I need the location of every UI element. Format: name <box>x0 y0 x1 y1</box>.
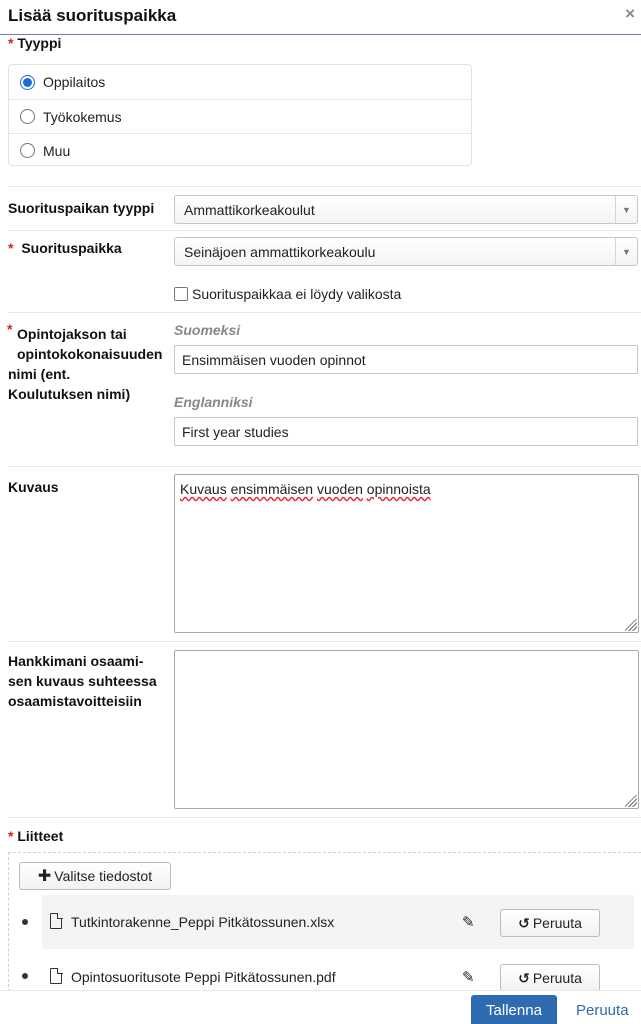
checkbox-label: Suorituspaikkaa ei löydy valikosta <box>192 286 402 302</box>
course-name-english-input[interactable]: First year studies <box>174 417 638 446</box>
required-mark: * <box>8 828 14 844</box>
divider <box>8 186 641 187</box>
place-type-select[interactable]: Ammattikorkeakoulut ▼ <box>174 195 638 224</box>
divider <box>8 230 641 231</box>
type-label: * Tyyppi <box>8 35 62 51</box>
attachments-label: * Liitteet <box>8 828 64 844</box>
course-name-label-cont: nimi (ent. Koulutuksen nimi) <box>8 366 131 402</box>
divider <box>8 817 641 818</box>
list-bullet <box>22 919 28 925</box>
file-name: Opintosuoritusote Peppi Pitkätossunen.pdf <box>71 969 336 985</box>
competence-textarea[interactable] <box>174 650 639 809</box>
description-textarea[interactable]: Kuvaus ensimmäisen vuoden opinnoista <box>174 474 639 633</box>
file-row <box>42 895 634 949</box>
divider <box>8 466 641 467</box>
checkbox[interactable] <box>174 287 188 301</box>
required-mark: * <box>8 35 14 51</box>
radio-label: Oppilaitos <box>43 74 106 90</box>
undo-icon: ↺ <box>518 969 530 986</box>
undo-icon: ↺ <box>518 914 530 931</box>
chevron-down-icon: ▼ <box>615 196 637 223</box>
list-bullet <box>22 973 28 979</box>
description-label: Kuvaus <box>8 479 59 495</box>
choose-files-button[interactable]: ✚ Valitse tiedostot <box>19 862 171 890</box>
file-icon <box>50 913 62 929</box>
file-name: Tutkintorakenne_Peppi Pitkätossunen.xlsx <box>71 914 335 930</box>
resize-grip-icon[interactable] <box>625 619 637 631</box>
undo-button[interactable]: ↺ Peruuta <box>500 964 600 992</box>
place-select[interactable]: Seinäjoen ammattikorkeakoulu ▼ <box>174 237 638 266</box>
place-type-label: Suorituspaikan tyyppi <box>8 200 155 216</box>
save-button[interactable]: Tallenna <box>471 995 557 1024</box>
place-not-found-checkbox[interactable] <box>174 286 401 302</box>
divider <box>8 641 641 642</box>
type-radio-group <box>8 64 472 166</box>
required-mark: * <box>7 321 13 337</box>
resize-grip-icon[interactable] <box>625 795 637 807</box>
course-name-label: Opintojakson tai opintokokonaisuuden <box>17 326 163 362</box>
radio-label: Muu <box>43 142 71 159</box>
finnish-label: Suomeksi <box>174 322 241 338</box>
radio-tyokokemus[interactable] <box>9 99 471 133</box>
english-label: Englanniksi <box>174 394 253 410</box>
course-name-finnish-input[interactable]: Ensimmäisen vuoden opinnot <box>174 345 638 374</box>
radio-button[interactable] <box>20 143 35 158</box>
dialog-title: Lisää suorituspaikka <box>8 6 177 25</box>
competence-label: Hankkimani osaami- sen kuvaus suhteessa osaamistavoitteisiin <box>8 653 157 709</box>
radio-button[interactable] <box>20 109 35 124</box>
required-mark: * <box>8 240 14 256</box>
close-icon[interactable]: × <box>625 4 635 23</box>
undo-button[interactable]: ↺ Peruuta <box>500 909 600 937</box>
pencil-icon[interactable]: ✎ <box>462 914 475 931</box>
radio-muu[interactable] <box>9 133 471 167</box>
radio-oppilaitos[interactable] <box>9 65 471 99</box>
divider <box>8 312 641 313</box>
cancel-link[interactable]: Peruuta <box>576 1002 629 1019</box>
pencil-icon[interactable]: ✎ <box>462 969 475 986</box>
file-icon <box>50 968 62 984</box>
dialog-header <box>0 0 641 35</box>
dialog-footer <box>0 990 641 1024</box>
radio-button-checked[interactable] <box>20 75 35 90</box>
plus-icon: ✚ <box>37 868 52 885</box>
radio-label: Työkokemus <box>43 108 122 125</box>
place-label: * Suorituspaikka <box>8 240 122 256</box>
chevron-down-icon: ▼ <box>615 238 637 265</box>
